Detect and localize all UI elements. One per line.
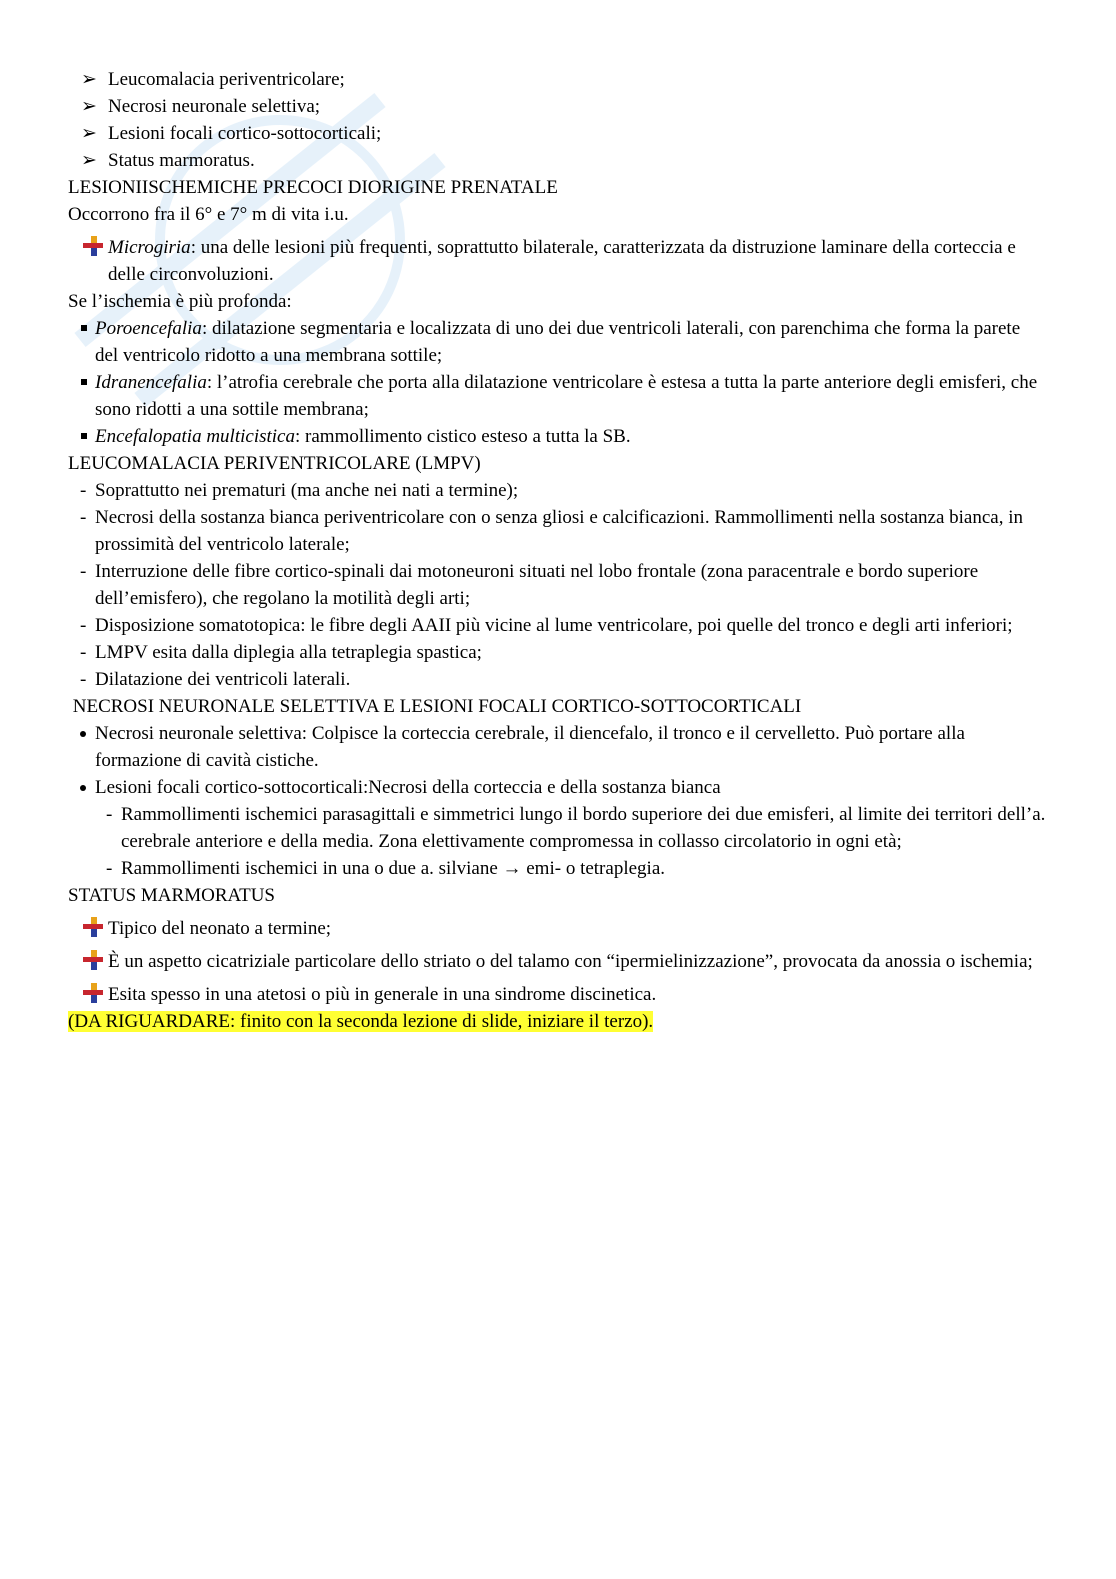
- dash-bullet-icon: -: [80, 480, 87, 501]
- dash-bullet-icon: -: [106, 804, 113, 825]
- list-item: Encefalopatia multicistica: rammollimento cistico esteso a tutta la SB.: [68, 423, 1048, 450]
- cross-bullet-icon: [82, 916, 104, 938]
- dash-bullet-icon: -: [80, 669, 87, 690]
- arrow-bullet-icon: ➢: [81, 96, 97, 117]
- list-item: Poroencefalia: dilatazione segmentaria e localizzata di uno dei due ventricoli laterali, con parenchima che forma la parete del ventricolo ridotto a una membrana sottile;: [68, 315, 1048, 369]
- term: Poroencefalia: [95, 318, 202, 339]
- dash-bullet-icon: -: [80, 507, 87, 528]
- list-item: - LMPV esita dalla diplegia alla tetraplegia spastica;: [68, 639, 1048, 666]
- dash-bullet-icon: -: [80, 615, 87, 636]
- section-heading: STATUS MARMORATUS: [68, 885, 275, 906]
- list-item: Lesioni focali cortico-sottocorticali:Necrosi della corteccia e della sostanza bianca: [68, 774, 1048, 801]
- paragraph: Se l’ischemia è più profonda:: [68, 291, 292, 312]
- list-item: - Necrosi della sostanza bianca periventricolare con o senza gliosi e calcificazioni. Rammollimenti nella sostanza bianca, in prossimità del ventricolo laterale;: [68, 504, 1048, 558]
- term: Microgiria: [108, 237, 191, 258]
- section-heading: LESIONIISCHEMICHE PRECOCI DIORIGINE PRENATALE: [68, 177, 558, 198]
- list-item: - Disposizione somatotopica: le fibre degli AAII più vicine al lume ventricolare, poi quelle del tronco e degli arti inferiori;: [68, 612, 1048, 639]
- highlighted-note: (DA RIGUARDARE: finito con la seconda lezione di slide, iniziare il terzo).: [68, 1011, 654, 1032]
- dot-bullet-icon: [80, 785, 86, 791]
- cross-bullet-icon: [82, 982, 104, 1004]
- list-item: ➢ Lesioni focali cortico-sottocorticali;: [68, 120, 1048, 147]
- list-item: È un aspetto cicatriziale particolare dello striato o del talamo con “ipermielinizzazione”, provocata da anossia o ischemia;: [68, 948, 1048, 975]
- term: Idranencefalia: [95, 372, 207, 393]
- list-item: ➢ Status marmoratus.: [68, 147, 1048, 174]
- list-item: Necrosi neuronale selettiva: Colpisce la corteccia cerebrale, il diencefalo, il tronco e il cervelletto. Può portare alla formazione di cavità cistiche.: [68, 720, 1048, 774]
- cross-bullet-icon: [82, 235, 104, 257]
- arrow-bullet-icon: ➢: [81, 123, 97, 144]
- list-item: ➢ Necrosi neuronale selettiva;: [68, 93, 1048, 120]
- dash-bullet-icon: -: [106, 858, 113, 879]
- dash-bullet-icon: -: [80, 561, 87, 582]
- term: Encefalopatia multicistica: [95, 426, 295, 447]
- arrow-bullet-icon: ➢: [81, 69, 97, 90]
- list-item: - Rammollimenti ischemici parasagittali e simmetrici lungo il bordo superiore dei due emisferi, al limite dei territori dell’a. cerebrale anteriore e della media. Zona elettivamente compromessa in collasso circolatorio in ogni età;: [68, 801, 1048, 855]
- square-bullet-icon: [81, 325, 87, 331]
- arrow-bullet-icon: ➢: [81, 150, 97, 171]
- list-item: Microgiria: una delle lesioni più frequenti, soprattutto bilaterale, caratterizzata da distruzione laminare della corteccia e delle circonvoluzioni.: [68, 234, 1048, 288]
- list-item: Esita spesso in una atetosi o più in generale in una sindrome discinetica.: [68, 981, 1048, 1008]
- section-heading: NECROSI NEURONALE SELETTIVA E LESIONI FOCALI CORTICO-SOTTOCORTICALI: [68, 696, 802, 717]
- list-item: Idranencefalia: l’atrofia cerebrale che porta alla dilatazione ventricolare è estesa a tutta la parte anteriore degli emisferi, che sono ridotti a una sottile membrana;: [68, 369, 1048, 423]
- document-page: [68, 66, 1048, 1035]
- list-item: - Rammollimenti ischemici in una o due a. silviane → emi- o tetraplegia.: [68, 855, 1048, 882]
- paragraph: Occorrono fra il 6° e 7° m di vita i.u.: [68, 204, 349, 225]
- dot-bullet-icon: [80, 731, 86, 737]
- dash-bullet-icon: -: [80, 642, 87, 663]
- list-item: - Interruzione delle fibre cortico-spinali dai motoneuroni situati nel lobo frontale (zona paracentrale e bordo superiore dell’emisfero), che regolano la motilità degli arti;: [68, 558, 1048, 612]
- cross-bullet-icon: [82, 949, 104, 971]
- square-bullet-icon: [81, 433, 87, 439]
- list-item: Tipico del neonato a termine;: [68, 915, 1048, 942]
- list-item: ➢ Leucomalacia periventricolare;: [68, 66, 1048, 93]
- list-item: - Soprattutto nei prematuri (ma anche nei nati a termine);: [68, 477, 1048, 504]
- list-item: - Dilatazione dei ventricoli laterali.: [68, 666, 1048, 693]
- square-bullet-icon: [81, 379, 87, 385]
- section-heading: LEUCOMALACIA PERIVENTRICOLARE (LMPV): [68, 453, 481, 474]
